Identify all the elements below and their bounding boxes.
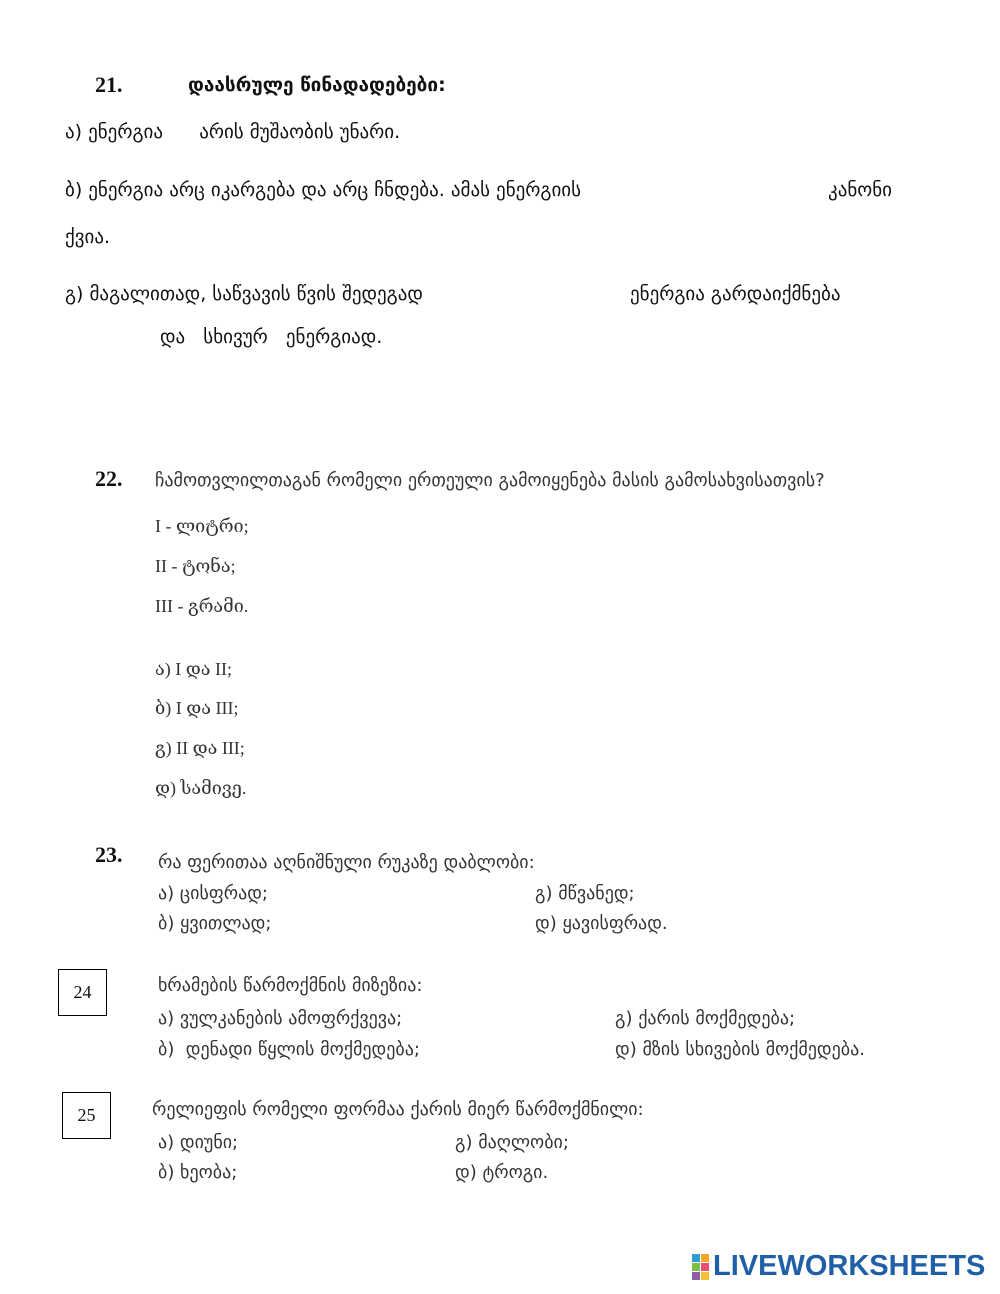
logo-square [692, 1254, 700, 1262]
q21-number: 21. [95, 72, 123, 97]
q22-item-2: II - ტონა; [155, 556, 236, 576]
q23-option-a: ა) ცისფრად; [158, 883, 268, 904]
q23-question: რა ფერითაა აღნიშნული რუკაზე დაბლობი: [158, 852, 535, 873]
q23-option-g: გ) მწვანედ; [535, 883, 635, 904]
q23-number: 23. [95, 842, 123, 867]
logo-square [701, 1263, 709, 1271]
q23-option-d: დ) ყავისფრად. [535, 913, 668, 934]
q21-title: დაასრულე წინადადებები: [188, 74, 446, 96]
q24-option-d: დ) მზის სხივების მოქმედება. [615, 1039, 865, 1060]
logo-icon [692, 1254, 709, 1280]
q22-question: ჩამოთვლილთაგან რომელი ერთეული გამოიყენება მასის გამოსახვისათვის? [155, 470, 825, 491]
q21-line-b1: ბ) ენერგია არც იკარგება და არც ჩნდება. ამას ენერგიის [65, 179, 582, 201]
q22-option-g: გ) II და III; [155, 738, 245, 758]
q24-number: 24 [73, 982, 92, 1002]
q22-option-a: ა) I და II; [155, 659, 232, 679]
q24-option-b: ბ) დენადი წყლის მოქმედება; [158, 1039, 420, 1060]
q21-line-g3: და სხივურ ენერგიად. [160, 326, 383, 348]
q25-option-d: დ) ტროგი. [455, 1162, 549, 1183]
q24-option-a: ა) ვულკანების ამოფრქვევა; [158, 1008, 403, 1029]
q21-line-b2: კანონი [828, 179, 892, 201]
q25-number: 25 [77, 1105, 96, 1125]
q22-number: 22. [95, 466, 123, 491]
logo-square [701, 1254, 709, 1262]
logo-text: LIVEWORKSHEETS [713, 1250, 986, 1282]
logo-square [701, 1272, 709, 1280]
q25-question: რელიეფის რომელი ფორმაა ქარის მიერ წარმოქმნილი: [152, 1099, 644, 1120]
logo-square [692, 1263, 700, 1271]
q22-item-3: III - გრამი. [155, 596, 249, 616]
q25-option-b: ბ) ხეობა; [158, 1162, 238, 1183]
q21-line-a: ა) ენერგია არის მუშაობის უნარი. [65, 121, 401, 143]
q22-option-b: ბ) I და III; [155, 698, 239, 718]
q21-line-g1: გ) მაგალითად, საწვავის წვის შედეგად [65, 283, 423, 305]
q21-line-g2: ენერგია გარდაიქმნება [630, 283, 841, 305]
liveworksheets-logo[interactable] [692, 1250, 985, 1283]
q24-option-g: გ) ქარის მოქმედება; [615, 1008, 796, 1029]
q25-option-a: ა) დიუნი; [158, 1132, 239, 1153]
q25-option-g: გ) მაღლობი; [455, 1132, 569, 1153]
q22-item-1: I - ლიტრი; [155, 516, 249, 536]
q22-option-d: დ) სამივე. [155, 778, 247, 798]
logo-square [692, 1272, 700, 1280]
q24-question: ხრამების წარმოქმნის მიზეზია: [158, 975, 423, 996]
q25-number-box [62, 1092, 111, 1139]
q24-number-box [58, 969, 107, 1016]
q21-line-b3: ქვია. [65, 226, 111, 248]
q23-option-b: ბ) ყვითლად; [158, 913, 272, 934]
